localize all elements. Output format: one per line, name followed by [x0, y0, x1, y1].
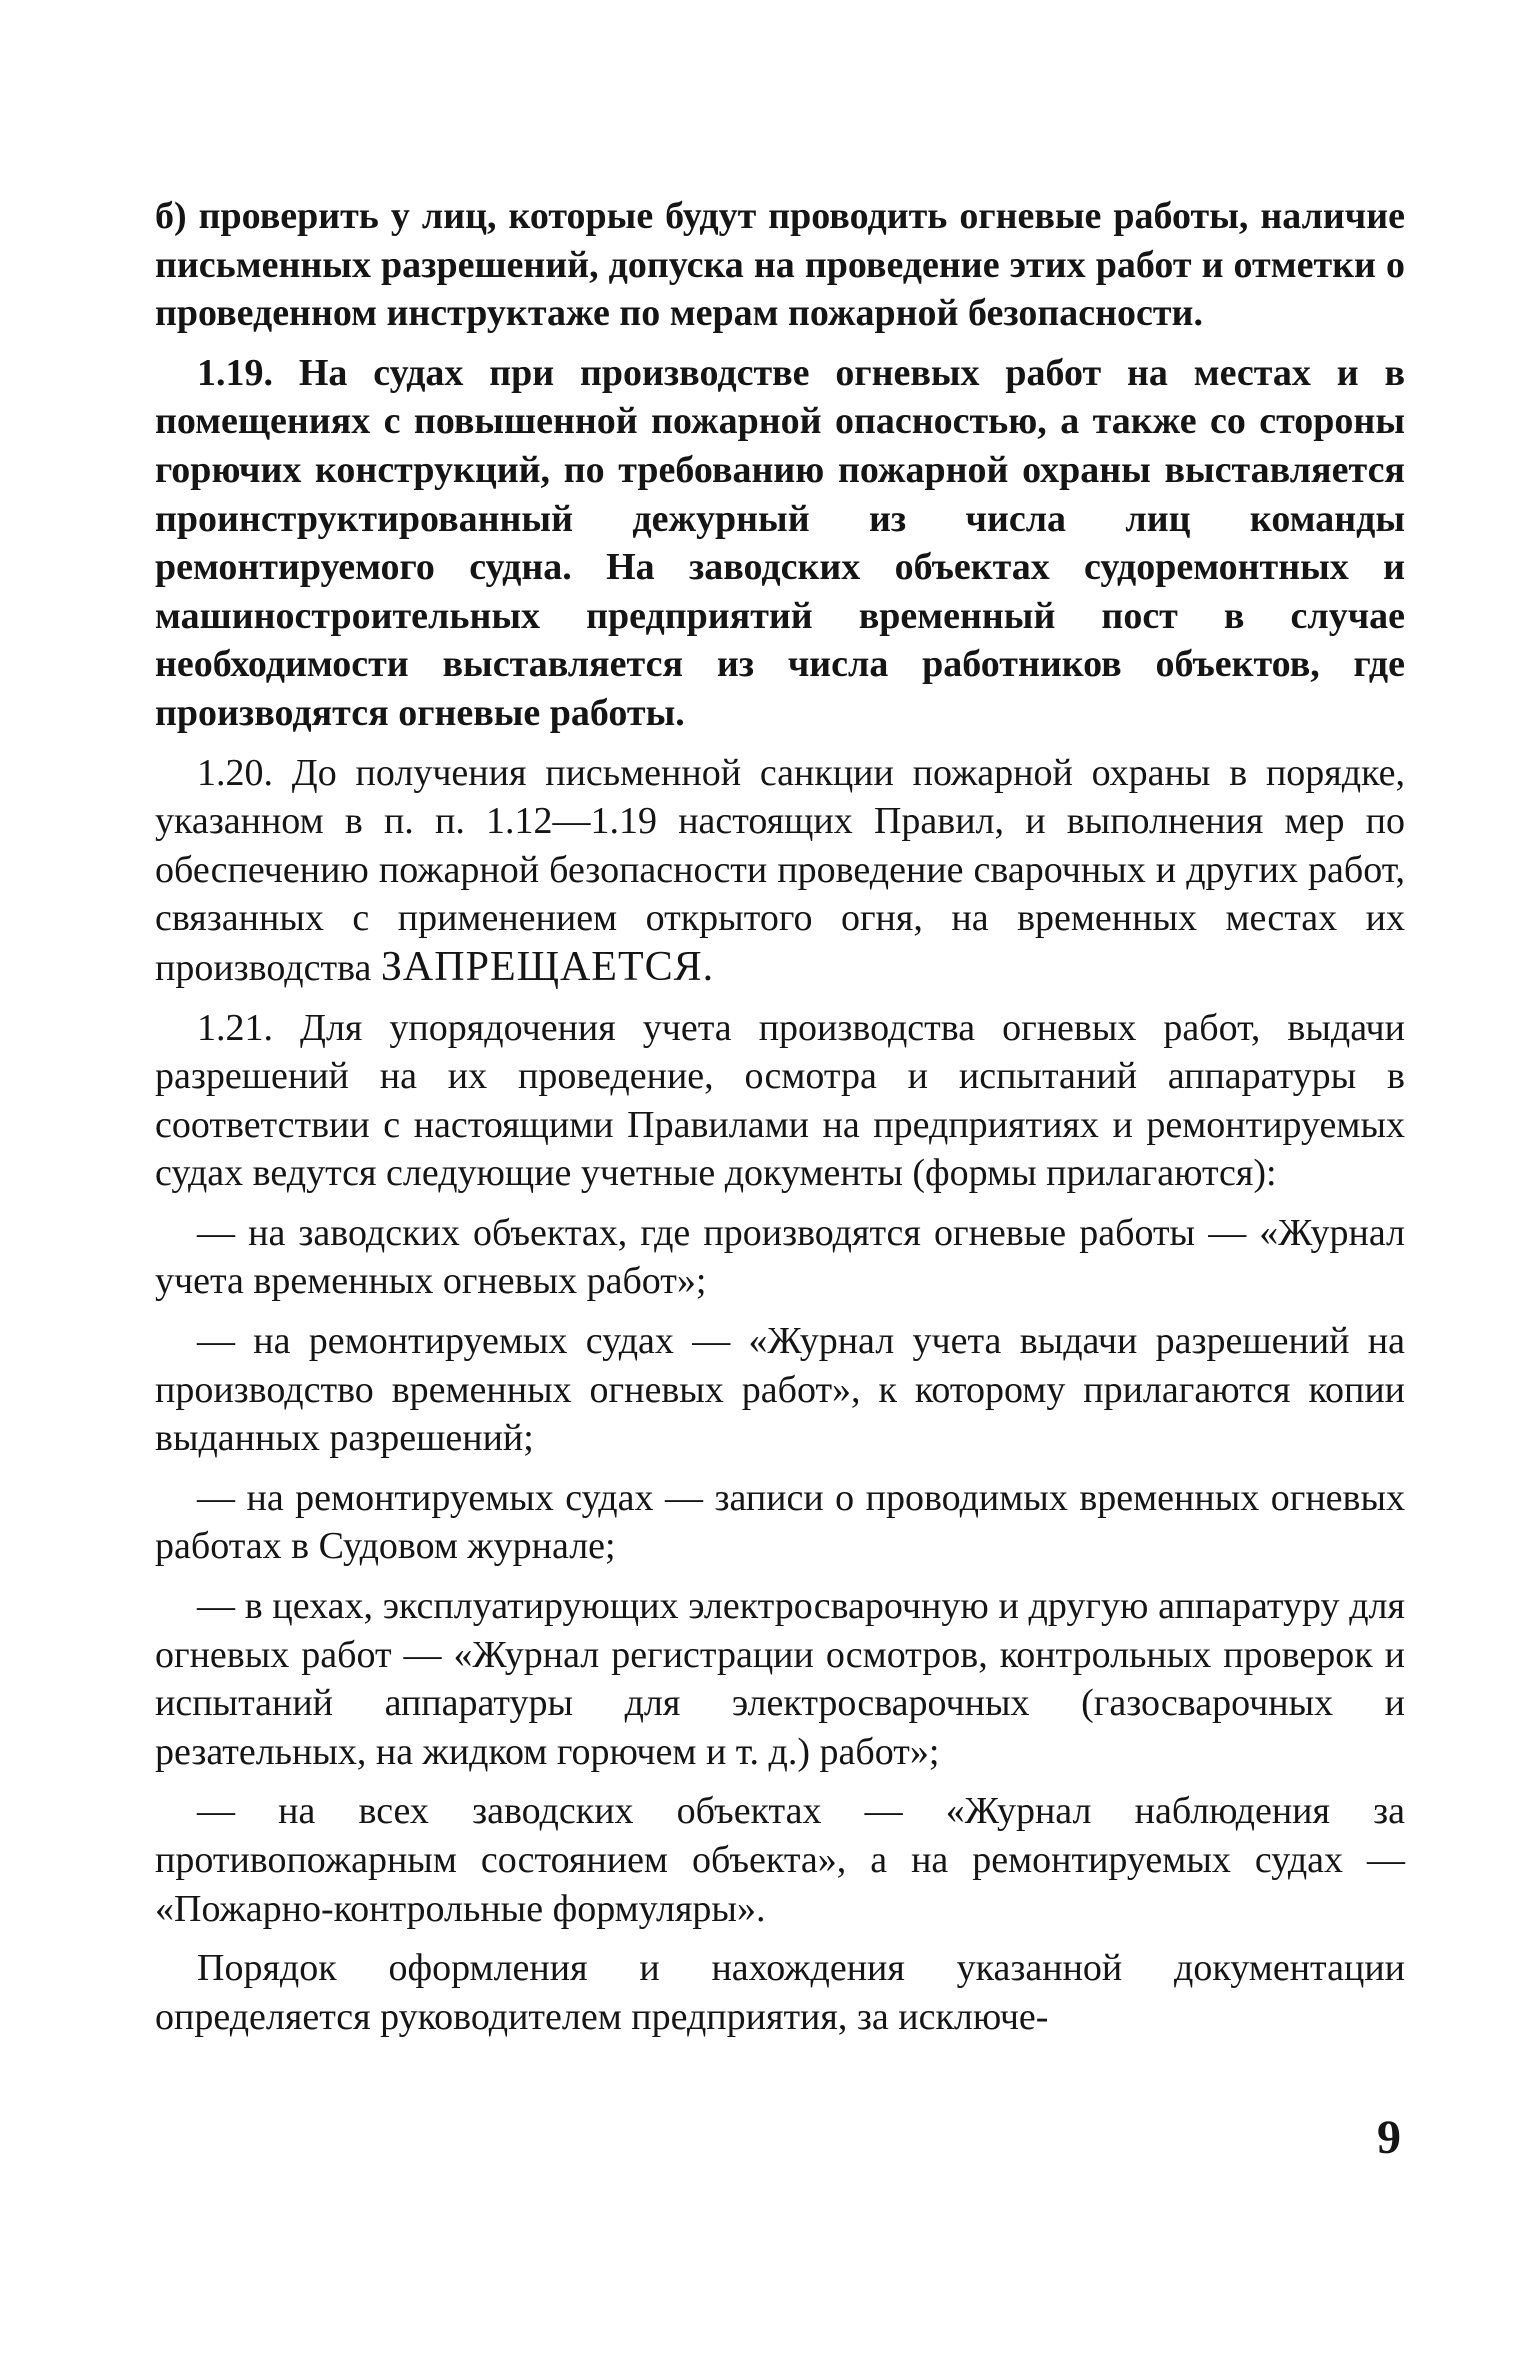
list-item-workshops: — в цехах, эксплуатирующих электросварочную и другую аппаратуру для огневых работ — «Журнал регистрации осмотров, контрольных проверок и испытаний аппаратуры для электросварочных (газосварочных и резательных, на жидком горючем и т. д.) работ»; [155, 1585, 1405, 1773]
list-item-ships-logbook: — на ремонтируемых судах — записи о проводимых временных огневых работах в Судовом журнале; [155, 1476, 1405, 1568]
paragraph-final: Порядок оформления и нахождения указанной документации определяется руководителем предприятия, за исключе- [155, 1947, 1405, 2038]
paragraph-1-19: 1.19. На судах при производстве огневых работ на местах и в помещениях с повышенной пожарной опасностью, а также со стороны горючих конструкций, по требованию пожарной охраны выставляется проинструктированный дежурный из числа лиц команды ремонтируемого судна. На заводских объектах судоремонтных и машиностроительных предприятий временный пост в случае необходимости выставляется из числа работников объектов, где производятся огневые работы. [155, 351, 1405, 734]
paragraph-1-20 [155, 749, 1405, 993]
paragraph-1-21: 1.21. Для упорядочения учета производства огневых работ, выдачи разрешений на их проведение, осмотра и испытаний аппаратуры в соответствии с настоящими Правилами на предприятиях и ремонтируемых судах ведутся следующие учетные документы (формы прилагаются): [155, 1006, 1405, 1195]
page-number: 9 [1377, 2111, 1401, 2164]
document-page [155, 192, 1405, 2052]
paragraph-1-20-text: 1.20. До получения письменной санкции пожарной охраны в порядке, указанном в п. п. 1.12—1.19 настоящих Правил, и выполнения мер по обеспечению пожарной безопасности проведение сварочных и других работ, связанных с применением открытого огня, на временных местах их производства [155, 751, 1405, 989]
prohibited-emphasis: ЗАПРЕЩАЕТСЯ. [380, 943, 715, 990]
list-item-all-objects: — на всех заводских объектах — «Журнал наблюдения за противопожарным состоянием объекта», а на ремонтируемых судах — «Пожарно-контрольные формуляры». [155, 1790, 1405, 1930]
paragraph-b: б) проверить у лиц, которые будут проводить огневые работы, наличие письменных разрешений, допуска на проведение этих работ и отметки о проведенном инструктаже по мерам пожарной безопасности. [155, 195, 1405, 335]
list-item-ships-permits: — на ремонтируемых судах — «Журнал учета выдачи разрешений на производство временных огневых работ», к которому прилагаются копии выданных разрешений; [155, 1320, 1405, 1460]
list-item-factory-objects: — на заводских объектах, где производятся огневые работы — «Журнал учета временных огневых работ»; [155, 1211, 1405, 1303]
